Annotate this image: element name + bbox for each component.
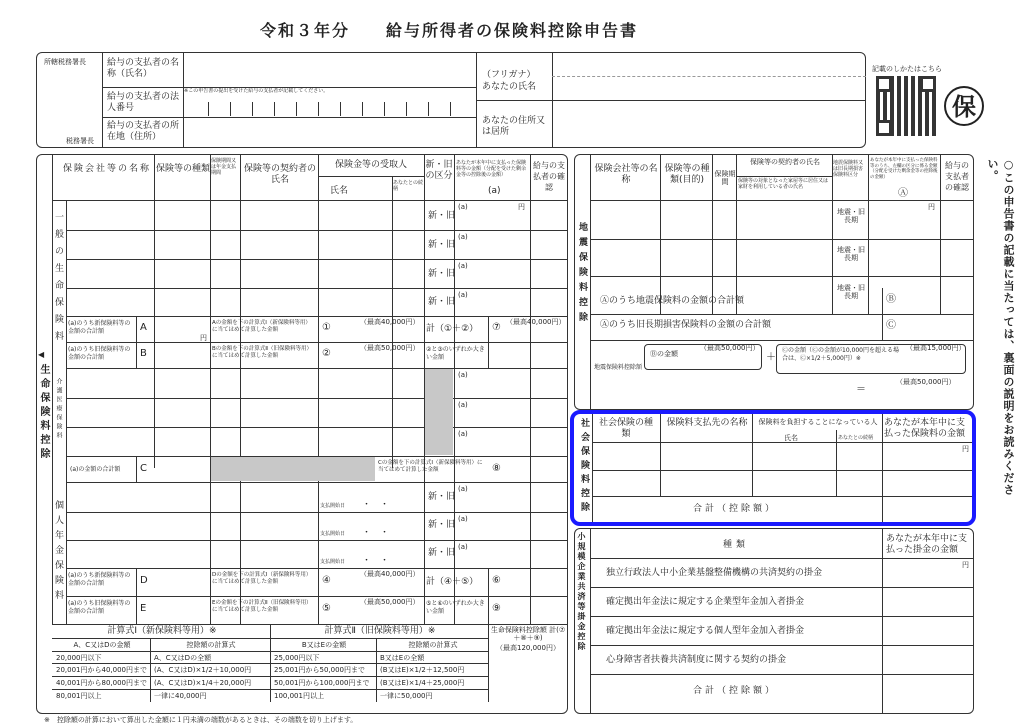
max40-1: （最高40,000円）: [360, 318, 420, 326]
a-3: (a): [458, 262, 468, 270]
arrow-icon: ◀: [38, 350, 45, 359]
stamp-icon: 保: [944, 86, 984, 126]
general-life-label: 一般の生命保険料: [53, 212, 63, 348]
eq-col-contractor: 保険等の契約者の氏名: [750, 158, 820, 166]
eq-max50: （最高50,000円）: [700, 344, 760, 352]
max40-7: （最高40,000円）: [506, 318, 566, 326]
larger-2: ⑤と⑥のいずれか大きい金額: [426, 600, 485, 615]
social-col-kind: 社会保険の種類: [598, 418, 653, 439]
circle-7: ⑦: [492, 322, 501, 333]
max50-2: （最高50,000円）: [360, 344, 420, 352]
life-col-kind: 保険等の種類: [156, 164, 211, 174]
eq-col-payer: 給与の支払者の確認: [945, 161, 969, 192]
eq-col-amount: あなたが本年中に支払った保険料等のうち、左欄の区分に係る金額（分配を受けた剰余金等の控除後の金額）: [870, 158, 938, 180]
row-e-mark: E: [140, 603, 147, 614]
life-col-relation: あなたとの続柄: [393, 180, 424, 192]
a-10: (a): [458, 543, 468, 551]
small-yen: 円: [962, 561, 969, 569]
pension-label: 個人年金保険料: [53, 500, 63, 605]
life-col-amount: あなたが本年中に支払った保険料等の金額（分配を受けた剰余金等の控除後の金額）: [456, 160, 527, 178]
eq-col-company: 保険会社等の名称: [594, 164, 658, 185]
tax-office-suffix: 税務署長: [66, 137, 94, 145]
payer-address-label: 給与の支払者の所在地（住所）: [107, 121, 180, 142]
eq-col-amount-a: Ⓐ: [898, 188, 908, 199]
earthquake-label: 地震保険料控除: [577, 222, 587, 327]
social-col-name: 氏名: [784, 434, 798, 442]
newold-6[interactable]: 新・旧: [428, 520, 456, 530]
f1-r3a: 40,001円から80,000円まで: [56, 679, 147, 687]
f1-r4b: 一律に40,000円: [154, 692, 207, 700]
social-col-amount: あなたが本年中に支払った保険料の金額: [884, 418, 966, 439]
social-col-payee: 保険料支払先の名称: [666, 418, 748, 428]
date-1: ・ ・: [362, 500, 390, 510]
larger-1: ②と③のいずれか大きい金額: [426, 346, 485, 361]
newold-4[interactable]: 新・旧: [428, 297, 456, 307]
eq-col-type: 地震保険料又は旧長期損害保険料区分: [833, 160, 864, 178]
life-col-amount-a: (a): [488, 186, 501, 196]
f1-r2b: (A、C又はD)×1/2＋10,000円: [154, 666, 252, 674]
your-name-label: あなたの氏名: [482, 82, 537, 92]
row-d-mark: D: [140, 575, 148, 586]
side-note: ○この申告書の記載に当たっては、裏面の説明をお読みください。: [986, 158, 1015, 496]
f2-r3b: (B又はE)×1/4＋25,000円: [380, 679, 465, 687]
small-row-1: 独立行政法人中小企業基盤整備機構の共済契約の掛金: [606, 568, 823, 578]
footnote: ※ 控除額の計算において算出した金額に１円未満の端数があるときは、その端数を切り上げます。: [44, 716, 358, 724]
newold-2[interactable]: 新・旧: [428, 240, 456, 250]
small-row-4: 心身障害者扶養共済制度に関する契約の掛金: [606, 655, 787, 665]
f2-r4b: 一律に50,000円: [380, 692, 433, 700]
row-d-calc: Dの金額を下の計算式Ⅰ（新保険料等用）に当てはめて計算した金額: [212, 572, 312, 585]
row-c-label: (a)の金額の合計額: [70, 466, 121, 473]
row-c-calc: Cの金額を下の計算式Ⅰ（新保険料等用）に当てはめて計算した金額: [378, 460, 483, 473]
sum12: 計（①＋②）: [426, 324, 479, 334]
date-3: ・ ・: [362, 556, 390, 566]
row-a-mark: A: [140, 322, 147, 333]
life-col-recipient-name: 氏名: [330, 186, 349, 196]
eq-col-kind: 保険等の種類(目的): [664, 164, 710, 185]
f2-r3a: 50,001円から100,000円まで: [274, 679, 370, 687]
f1-h2: 控除額の計算式: [186, 641, 236, 649]
furigana-label: （フリガナ）: [482, 70, 536, 80]
payer-number-note: ※この申告書の提出を受けた給与の支払者が記載してください。: [184, 88, 329, 94]
qr-caption: 記載のしかたはこちら: [872, 65, 942, 73]
your-name-field[interactable]: [556, 78, 862, 98]
row-b-calc: Bの金額を下の計算式Ⅱ（旧保険料等用）に当てはめて計算した金額: [212, 346, 312, 359]
eq-mark-c: Ⓒ: [886, 320, 896, 331]
eq-deduct-label: 地震保険料控除額: [594, 364, 643, 371]
payer-address-field[interactable]: [186, 119, 474, 147]
row-b-mark: B: [140, 348, 147, 359]
f1-h1: A、C又はDの金額: [73, 641, 131, 649]
payer-name-field[interactable]: [186, 55, 474, 85]
tax-office-label: 所轄税務署長: [44, 58, 86, 66]
a-8: (a): [458, 485, 468, 493]
life-col-contractor: 保険等の契約者の氏名: [243, 164, 316, 185]
row-e-label: (a)のうち旧保険料等の金額の合計額: [68, 600, 131, 615]
eq-b-amount: Ⓑの金額: [650, 350, 678, 358]
f1-r4a: 80,001円以上: [56, 692, 102, 700]
care-label: 介護医療保険料: [55, 378, 62, 441]
small-label: 小規模企業共済等掛金控除: [577, 532, 586, 652]
eq-max50-total: （最高50,000円）: [896, 378, 956, 386]
life-section-label: 生命保険料控除: [38, 364, 49, 462]
eq-type-2[interactable]: 地震・旧長期: [837, 246, 865, 262]
eq-c-amount: Ⓒの金額（Ⓒの金額が10,000円を超える場合は、Ⓒ×1/2＋5,000円）※: [782, 347, 899, 362]
pension-start-1: 支払開始日: [320, 503, 346, 509]
f1-r3b: (A、C又はD)×1/4＋20,000円: [154, 679, 252, 687]
f2-r1a: 25,000円以下: [274, 654, 320, 662]
row-e-calc: Eの金額を下の計算式Ⅱ（旧保険料等用）に当てはめて計算した金額: [212, 600, 312, 613]
row-b-label: (a)のうち旧保険料等の金額の合計額: [68, 346, 131, 361]
eq-col-target: 保険等の対象となった家屋等に居住又は家財を利用している者の氏名: [738, 178, 829, 190]
payer-name-label: 給与の支払者の名称（氏名）: [107, 58, 180, 79]
small-total-field[interactable]: [884, 676, 970, 712]
date-2: ・ ・: [362, 528, 390, 538]
a-7: (a): [458, 430, 468, 438]
f1-r1b: A、C又はDの全額: [154, 654, 212, 662]
formula2-title: 計算式Ⅱ（旧保険料等用）※: [324, 626, 436, 636]
eq-yen-1: 円: [928, 203, 935, 211]
f2-r4a: 100,001円以上: [274, 692, 324, 700]
eq-max15: （最高15,000円）: [906, 344, 966, 352]
yen-1: 円: [518, 203, 525, 211]
life-col-recipient: 保険金等の受取人: [334, 160, 407, 170]
max50-5: （最高50,000円）: [360, 598, 420, 606]
a-1: (a): [458, 203, 468, 211]
row-a-label: (a)のうち新保険料等の金額の合計額: [68, 320, 131, 335]
circle-1: ①: [322, 322, 331, 333]
eq-type-1[interactable]: 地震・旧長期: [837, 208, 865, 224]
eq-col-period: 保険期間: [714, 170, 736, 186]
f2-r2a: 25,001円から50,000円まで: [274, 666, 365, 674]
life-col-payer: 給与の支払者の確認: [533, 161, 565, 192]
small-total: 合計（控除額）: [692, 686, 777, 696]
circle-8: ⑧: [492, 463, 501, 474]
circle-4: ④: [322, 575, 331, 586]
f1-r1a: 20,000円以下: [56, 654, 102, 662]
max40-4: （最高40,000円）: [360, 570, 420, 578]
small-col-kind: 種類: [722, 540, 749, 550]
row-c-mark: C: [140, 463, 147, 474]
newold-1[interactable]: 新・旧: [428, 211, 456, 221]
eq-sum-b: Ⓐのうち旧長期損害保険料の金額の合計額: [600, 320, 772, 330]
small-row-3: 確定拠出年金法に規定する個人型年金加入者掛金: [606, 626, 805, 636]
f2-h1: B又はEの金額: [301, 641, 347, 649]
eq-plus: ＋: [766, 352, 776, 363]
row-a-calc: Aの金額を下の計算式Ⅰ（新保険料等用）に当てはめて計算した金額: [212, 320, 311, 333]
f2-h2: 控除額の計算式: [408, 641, 458, 649]
f1-r2a: 20,001円から40,000円まで: [56, 666, 147, 674]
eq-equals: ＝: [856, 384, 866, 395]
circle-2: ②: [322, 348, 331, 359]
newold-7[interactable]: 新・旧: [428, 548, 456, 558]
a-4: (a): [458, 291, 468, 299]
life-total-label: 生命保険料控除額 計(⑦＋⑧＋⑨): [490, 626, 566, 642]
qr-code-icon[interactable]: [876, 76, 936, 136]
payer-number-field[interactable]: [186, 96, 474, 116]
life-total-field[interactable]: [490, 656, 566, 700]
a-6: (a): [458, 401, 468, 409]
sum45: 計（④＋⑤）: [426, 577, 479, 587]
newold-3[interactable]: 新・旧: [428, 269, 456, 279]
circle-9: ⑨: [492, 603, 501, 614]
row-d-label: (a)のうち新保険料等の金額の合計額: [68, 572, 131, 587]
formula1-title: 計算式Ⅰ（新保険料等用）※: [107, 626, 217, 636]
eq-mark-b: Ⓑ: [886, 294, 896, 305]
f2-r1b: B又はEの全額: [380, 654, 425, 662]
social-col-burden: 保険料を負担することになっている人: [758, 418, 878, 426]
circle-5: ⑤: [322, 603, 331, 614]
social-total-field[interactable]: [884, 498, 970, 520]
life-col-period: 保険期間又は年金支払期間: [211, 158, 237, 176]
your-address-field[interactable]: [556, 104, 862, 144]
payer-number-label: 給与の支払者の法人番号: [107, 92, 180, 113]
newold-5[interactable]: 新・旧: [428, 492, 456, 502]
social-total: 合計（控除額）: [692, 504, 777, 514]
small-row-2: 確定拠出年金法に規定する企業型年金加入者掛金: [606, 597, 805, 607]
a-9: (a): [458, 515, 468, 523]
page-title: 令和３年分 給与所得者の保険料控除申告書: [260, 21, 639, 40]
life-col-newold: 新・旧の区分: [425, 160, 453, 181]
eq-sum-a: Ⓐのうち地震保険料の金額の合計額: [600, 296, 745, 306]
yen-a: 円: [200, 334, 207, 342]
social-col-relation: あなたとの続柄: [838, 435, 874, 441]
circle-6: ⑥: [492, 575, 501, 586]
life-col-company: 保険会社等の名称: [62, 164, 151, 174]
pension-start-2: 支払開始日: [320, 531, 346, 537]
small-col-amount: あなたが本年中に支払った掛金の金額: [886, 534, 968, 555]
pension-start-3: 支払開始日: [320, 559, 346, 565]
a-5: (a): [458, 371, 468, 379]
social-yen: 円: [962, 445, 969, 453]
eq-total-field[interactable]: [872, 388, 968, 408]
f2-r2b: (B又はE)×1/2＋12,500円: [380, 666, 465, 674]
life-total-max: （最高120,000円）: [496, 644, 560, 652]
your-address-label: あなたの住所又は居所: [482, 116, 546, 137]
a-2: (a): [458, 233, 468, 241]
eq-type-3[interactable]: 地震・旧長期: [837, 284, 865, 300]
social-label: 社会保険料控除: [579, 418, 589, 516]
